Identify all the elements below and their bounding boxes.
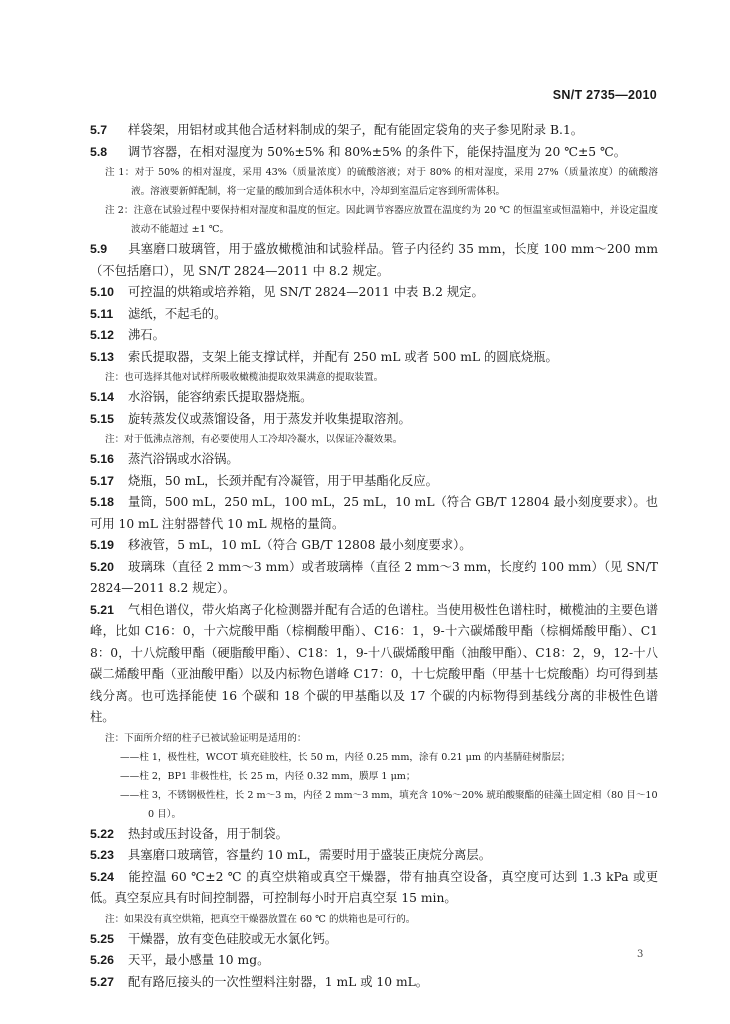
clause-text: 配有路厄接头的一次性塑料注射器，1 mL 或 10 mL。: [128, 974, 429, 989]
clause-item: [90, 471, 658, 493]
clause-text: 天平，最小感量 10 mg。: [128, 953, 270, 967]
note-text: 注：对于低沸点溶剂，有必要使用人工冷却冷凝水，以保证冷凝效果。: [105, 434, 403, 445]
clause-item: [90, 845, 658, 867]
clause-text: 玻璃珠（直径 2 mm～3 mm）或者玻璃棒（直径 2 mm～3 mm，长度约 100 mm）（见 SN/T 2824—2011 8.2 规定）。: [90, 559, 658, 595]
note-text: 注 1：对于 50% 的相对湿度，采用 43%（质量浓度）的硫酸溶液；对于 80% 的相对湿度，采用 27%（质量浓度）的硫酸溶液。溶液要新鲜配制，将一定量的酸加到合适体积水中，冷却到室温后定容到所需体积。: [105, 167, 658, 197]
clause-item: [90, 824, 658, 846]
clause-number: 5.13: [90, 349, 114, 364]
clause-number: 5.8: [90, 144, 108, 159]
clause-item: [90, 387, 658, 409]
clause-number: 5.23: [90, 848, 114, 862]
clause-number: 5.24: [90, 869, 114, 884]
clause-item: [90, 535, 658, 557]
clause-item: [90, 600, 658, 729]
note-text: 注：下面所介绍的柱子已被试验证明是适用的：: [105, 732, 307, 744]
clause-number: 5.9: [90, 242, 108, 256]
column-list-item: ——柱 3，不锈钢极性柱，长 2 m～3 m，内径 2 mm～3 mm，填充含 10%～20% 琥珀酸聚酯的硅藻土固定相（80 目～100 目）。: [120, 789, 658, 820]
clause-item: [90, 950, 658, 972]
clause-item: [90, 325, 658, 347]
clause-text: 量筒，500 mL，250 mL，100 mL，25 mL，10 mL（符合 GB/T 12804 最小刻度要求）。也可用 10 mL 注射器替代 10 mL 规格的量筒。: [90, 495, 658, 531]
clause-text: 具塞磨口玻璃管，容量约 10 mL，需要时用于盛装正庚烷分离层。: [128, 848, 492, 862]
clause-item: [90, 557, 658, 600]
clause-number: 5.16: [90, 452, 114, 466]
clause-item: [90, 867, 658, 910]
clause-text: 调节容器，在相对湿度为 50%±5% 和 80%±5% 的条件下，能保持温度为 20 ℃±5 ℃。: [128, 144, 627, 159]
document-body: [90, 120, 658, 993]
clause-text: 能控温 60 ℃±2 ℃ 的真空烘箱或真空干燥器，带有抽真空设备，真空度可达到 1.3 kPa 或更低。真空泵应具有时间控制器，可控制每小时开启真空泵 15 min。: [90, 869, 658, 905]
page-number: 3: [637, 949, 644, 960]
clause-item: [90, 449, 658, 471]
clause-item: [90, 282, 658, 304]
clause-item: [90, 492, 658, 535]
standard-code-header: SN/T 2735—2010: [552, 88, 657, 102]
clause-text: 滤纸，不起毛的。: [128, 306, 227, 321]
clause-item: [90, 972, 658, 994]
clause-text: 热封或压封设备，用于制袋。: [128, 826, 288, 841]
note-text: 注：也可选择其他对试样所吸收橄榄油提取效果满意的提取装置。: [105, 372, 384, 383]
clause-item: [90, 142, 658, 164]
clause-number: 5.15: [90, 411, 114, 426]
clause-text: 水浴锅，能容纳索氏提取器烧瓶。: [128, 390, 313, 404]
clause-number: 5.14: [90, 390, 114, 404]
clause-text: 旋转蒸发仪或蒸馏设备，用于蒸发并收集提取溶剂。: [128, 411, 411, 426]
clause-text: 蒸汽浴锅或水浴锅。: [128, 452, 239, 466]
column-list-item: ——柱 2，BP1 非极性柱，长 25 m，内径 0.32 mm，膜厚 1 μm；: [120, 770, 416, 782]
clause-number: 5.10: [90, 285, 114, 299]
clause-number: 5.20: [90, 559, 114, 574]
clause-number: 5.26: [90, 953, 114, 967]
clause-text: 样袋架，用铝材或其他合适材料制成的架子，配有能固定袋角的夹子参见附录 B.1。: [128, 123, 584, 137]
clause-text: 可控温的烘箱或培养箱，见 SN/T 2824—2011 中表 B.2 规定。: [128, 285, 484, 299]
clause-item: [90, 347, 658, 369]
clause-item: [90, 929, 658, 951]
clause-number: 5.25: [90, 931, 114, 946]
clause-number: 5.11: [90, 306, 114, 321]
clause-number: 5.18: [90, 495, 114, 509]
clause-text: 沸石。: [128, 328, 165, 342]
clause-number: 5.22: [90, 826, 114, 841]
note-text: 注 2：注意在试验过程中要保持相对湿度和温度的恒定。因此调节容器应放置在温度约为 20 ℃ 的恒温室或恒温箱中，并设定温度波动不能超过 ±1 ℃。: [105, 205, 658, 235]
clause-item: [90, 120, 658, 142]
clause-item: [90, 304, 658, 326]
clause-item: [90, 239, 658, 282]
clause-text: 气相色谱仪，带火焰离子化检测器并配有合适的色谱柱。当使用极性色谱柱时，橄榄油的主要色谱峰，比如 C16：0，十六烷酸甲酯（棕榈酸甲酯）、C16：1，9-十六碳烯酸甲酯（棕榈烯酸甲酯）、C18：0，十八烷酸甲酯（硬脂酸甲酯）、C18：1，9-十八碳烯酸甲酯（油酸甲酯）、C18：2，9，12-十八碳二烯酸甲酯（亚油酸甲酯）以及内标物色谱峰 C17：0，十七烷酸甲酯（甲基十七烷酸酯）均可得到基线分离。也可选择能使 16 个碳和 18 个碳的甲基酯以及 17 个碳的内标物得到基线分离的非极性色谱柱。: [90, 602, 658, 724]
clause-number: 5.27: [90, 974, 114, 989]
note-text: 注：如果没有真空烘箱，把真空干燥器放置在 60 ℃ 的烘箱也是可行的。: [105, 913, 416, 925]
clause-item: [90, 409, 658, 431]
clause-number: 5.12: [90, 328, 114, 342]
clause-text: 烧瓶，50 mL，长颈并配有冷凝管，用于甲基酯化反应。: [128, 473, 438, 488]
clause-text: 具塞磨口玻璃管，用于盛放橄榄油和试验样品。管子内径约 35 mm，长度 100 mm～200 mm（不包括磨口），见 SN/T 2824—2011 中 8.2 规定。: [90, 242, 658, 278]
clause-number: 5.19: [90, 538, 114, 552]
clause-number: 5.7: [90, 123, 108, 137]
clause-number: 5.21: [90, 602, 114, 617]
clause-text: 干燥器，放有变色硅胶或无水氯化钙。: [128, 931, 338, 946]
column-list-item: ——柱 1，极性柱，WCOT 填充硅胶柱，长 50 m，内径 0.25 mm，涂有 0.21 μm 的内基腈硅树脂层；: [120, 751, 571, 763]
clause-text: 索氏提取器，支架上能支撑试样，并配有 250 mL 或者 500 mL 的圆底烧瓶。: [128, 349, 558, 364]
clause-text: 移液管，5 mL，10 mL（符合 GB/T 12808 最小刻度要求）。: [128, 538, 472, 552]
clause-number: 5.17: [90, 473, 114, 488]
